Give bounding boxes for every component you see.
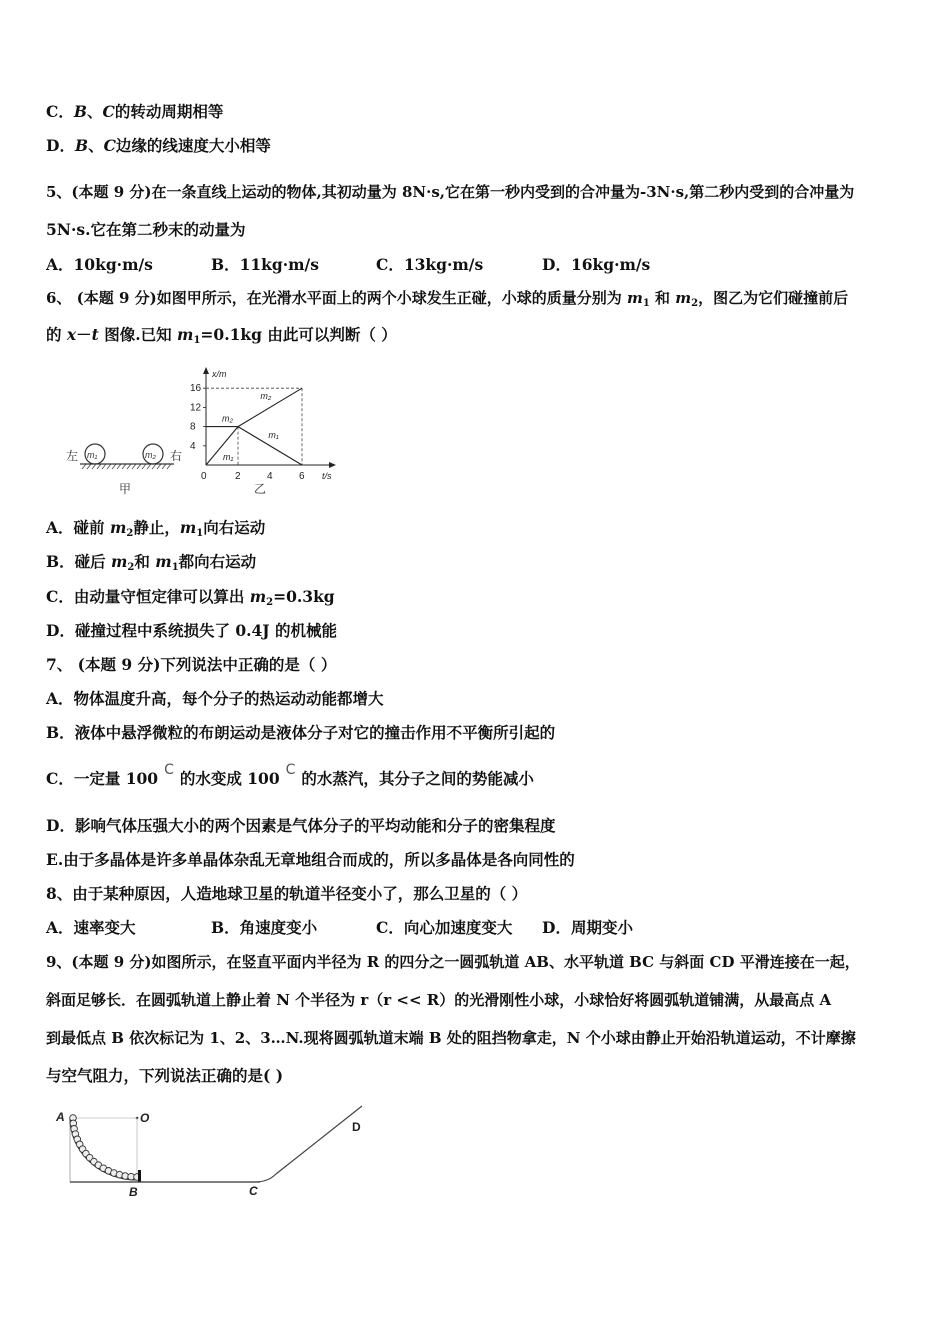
- option-c-line: C．B、C的转动周期相等: [46, 102, 224, 121]
- stopper-b: [138, 1170, 141, 1182]
- label-m2-after: m₂: [260, 391, 272, 401]
- q6-stem-line1: 6、 (本题 9 分)如图甲所示，在光滑水平面上的两个小球发生正碰，小球的质量分别为 $m_1$ 和 $m_2$，图乙为它们碰撞前后: [46, 289, 849, 309]
- ball-m2-label: m₂: [145, 450, 156, 460]
- q9-stem-line4: 与空气阻力，下列说法正确的是( ): [46, 1066, 284, 1085]
- q6-option-a: A．碰前 $m_2$静止，$m_1$向右运动: [46, 518, 266, 539]
- q6-stem-line2: 的 x－t 图像.已知 $m_1=0.1kg$ 由此可以判断（ ）: [46, 325, 397, 346]
- label-o: O: [140, 1111, 150, 1125]
- x-tick-label: 4: [267, 471, 273, 482]
- label-m2-before: m₂: [222, 413, 233, 424]
- degree-c-symbol: C: [285, 762, 296, 778]
- option-d-line: D．B、C边缘的线速度大小相等: [46, 136, 271, 155]
- label-c: C: [249, 1184, 258, 1198]
- ground-hatching: [82, 464, 171, 469]
- track-cd: [255, 1106, 362, 1182]
- x-tick-label: 2: [235, 471, 241, 482]
- label-d: D: [352, 1120, 361, 1134]
- q8-option-d: D．周期变小: [542, 918, 633, 937]
- q9-stem-line2: 斜面足够长．在圆弧轨道上静止着 N 个半径为 r（r << R）的光滑刚性小球，小球恰好将圆弧轨道铺满，从最高点 A: [46, 991, 832, 1009]
- q5-option-b: B．11kg·m/s: [211, 255, 319, 274]
- q6-option-c: C．由动量守恒定律可以算出 $m_2=0.3kg$: [46, 587, 335, 608]
- balls-on-arc: [70, 1115, 141, 1181]
- q5-stem-line2: 5N·s.它在第二秒末的动量为: [46, 220, 246, 239]
- q6-option-d: D．碰撞过程中系统损失了 0.4J 的机械能: [46, 621, 338, 640]
- label-m1-before: m₁: [223, 452, 234, 462]
- q8-option-b: B．角速度变小: [211, 918, 318, 937]
- x-axis-label: t/s: [322, 471, 332, 481]
- q8-option-c: C．向心加速度变大: [376, 918, 513, 937]
- xt-graph: [190, 367, 336, 482]
- q9-stem-line3: 到最低点 B 依次标记为 1、2、3…N.现将圆弧轨道末端 B 处的阻挡物拿走，N 个小球由静止开始沿轨道运动，不计摩擦: [46, 1029, 856, 1047]
- q5-option-c: C．13kg·m/s: [376, 255, 484, 274]
- degree-c-symbol: C: [164, 762, 174, 778]
- label-b: B: [129, 1185, 138, 1199]
- x-axis-arrow: [329, 462, 336, 468]
- ball-m1-label: m₁: [87, 450, 98, 460]
- q6-option-b: B．碰后 $m_2$和 $m_1$都向右运动: [46, 552, 257, 573]
- q9-figure: [50, 1098, 380, 1208]
- q5-option-a: A．10kg·m/s: [46, 255, 153, 274]
- q7-option-d: D．影响气体压强大小的两个因素是气体分子的平均动能和分子的密集程度: [46, 816, 556, 835]
- q7-option-b: B．液体中悬浮微粒的布朗运动是液体分子对它的撞击作用不平衡所引起的: [46, 723, 556, 742]
- caption-jia: 甲: [119, 482, 132, 496]
- x-tick-label: 0: [201, 471, 207, 482]
- left-label: 左: [66, 449, 79, 463]
- caption-yi: 乙: [254, 482, 267, 496]
- y-axis-arrow: [203, 367, 209, 374]
- x-tick-label: 6: [299, 471, 305, 482]
- label-a: A: [56, 1110, 65, 1124]
- y-axis-label: x/m: [212, 369, 227, 379]
- q7-stem: 7、 (本题 9 分)下列说法中正确的是（ ）: [46, 655, 337, 674]
- y-tick-label: 12: [190, 402, 202, 414]
- label-m1-after: m₁: [268, 430, 279, 441]
- q5-option-d: D．16kg·m/s: [542, 255, 651, 274]
- q8-stem: 8、由于某种原因，人造地球卫星的轨道半径变小了，那么卫星的（ ）: [46, 884, 528, 903]
- q9-stem-line1: 9、(本题 9 分)如图所示，在竖直平面内半径为 R 的四分之一圆弧轨道 AB、水平轨道 BC 与斜面 CD 平滑连接在一起，: [46, 953, 860, 971]
- q7-option-e: E.由于多晶体是许多单晶体杂乱无章地组合而成的，所以多晶体是各向同性的: [46, 850, 575, 869]
- y-tick-label: 8: [190, 421, 196, 433]
- right-label: 右: [170, 449, 183, 463]
- y-tick-label: 4: [190, 440, 196, 452]
- q6-figure: [40, 355, 350, 505]
- q7-option-c: C．一定量 100 C 的水变成 100 C 的水蒸汽，其分子之间的势能减小: [46, 762, 534, 788]
- q7-option-a: A．物体温度升高，每个分子的热运动动能都增大: [46, 689, 384, 708]
- y-tick-label: 16: [190, 383, 202, 395]
- q5-stem-line1: 5、(本题 9 分)在一条直线上运动的物体,其初动量为 8N·s,它在第一秒内受到的合冲量为-3N·s,第二秒内受到的合冲量为: [46, 183, 855, 201]
- q8-option-a: A．速率变大: [46, 918, 136, 937]
